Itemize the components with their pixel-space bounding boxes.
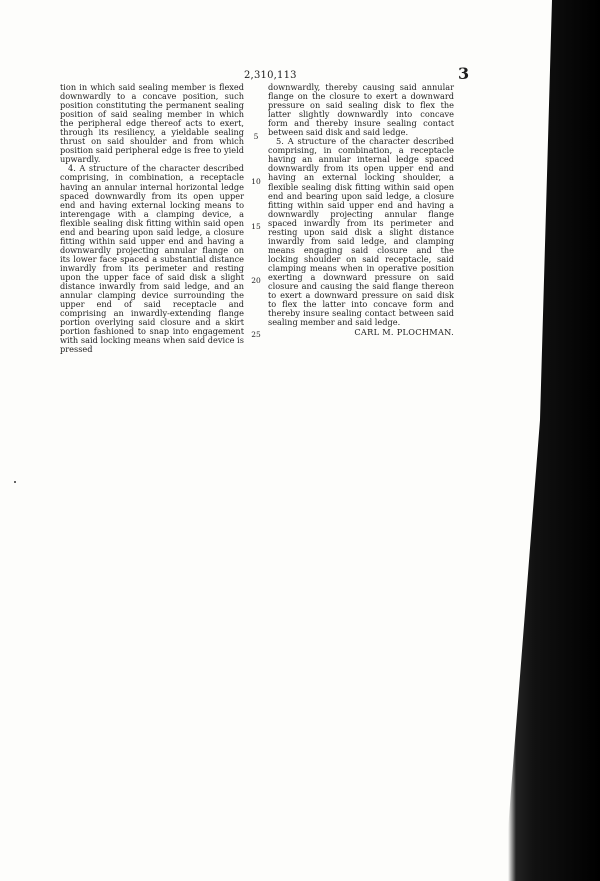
claim-4-paragraph: 4. A structure of the character described comprising, in combination, a receptacle having an annular internal horizontal ledge spaced downwardly from its open upper end and having external locking means to interengage with a clamping device, a flexible sealing disk fitting within said open end and bearing upon said ledge, a closure fitting within said upper end and having a downwardly projecting annular flange on its lower face spaced a substantial distance inwardly from its perimeter and resting upon the upper face of said disk a slight distance inwardly from said ledge, and an annular clamping device surrounding the upper end of said receptacle and comprising an inwardly-extending flange portion overlying said closure and a skirt portion fashioned to snap into engagement with said locking means when said device is pressed — [60, 163, 244, 355]
right-paragraph-1: downwardly, thereby causing said annular flange on the closure to exert a downward pressure on said sealing disk to flex the latter slightly downwardly into concave form and thereby insure sealing contact between said disk and said ledge. — [268, 82, 454, 138]
right-column — [268, 83, 454, 337]
left-paragraph-1: tion in which said sealing member is flexed downwardly to a concave position, such position constituting the permanent sealing position of said sealing member in which the peripheral edge thereof acts to exert, through its resiliency, a yieldable sealing thrust on said shoulder and from which position said peripheral edge is free to yield upwardly. — [60, 82, 244, 165]
scan-dark-edge — [504, 0, 600, 881]
left-column — [60, 83, 244, 354]
line-number-10: 10 — [251, 177, 261, 186]
claim-5-paragraph: 5. A structure of the character described comprising, in combination, a receptacle having an annular internal ledge spaced downwardly from its open upper end and having an external locking shoulder, a flexible sealing disk fitting within said open end and bearing upon said ledge, a closure fitting within said upper end and having a downwardly projecting annular flange spaced inwardly from its perimeter and resting upon said disk a slight distance inwardly from said ledge, and clamping means engaging said closure and the locking shoulder on said receptacle, said clamping means when in operative position exerting a downward pressure on said closure and causing the said flange thereon to exert a downward pressure on said disk to flex the latter into concave form and thereby insure sealing contact between said sealing member and said ledge. — [268, 136, 454, 328]
page-number: 3 — [458, 64, 470, 83]
inventor-signature: CARL M. PLOCHMAN. — [354, 327, 454, 338]
line-number-15: 15 — [251, 222, 261, 231]
patent-number: 2,310,113 — [244, 70, 297, 81]
line-number-25: 25 — [251, 330, 261, 339]
scan-speck — [14, 481, 16, 483]
line-number-5: 5 — [253, 132, 259, 141]
line-number-20: 20 — [251, 276, 261, 285]
